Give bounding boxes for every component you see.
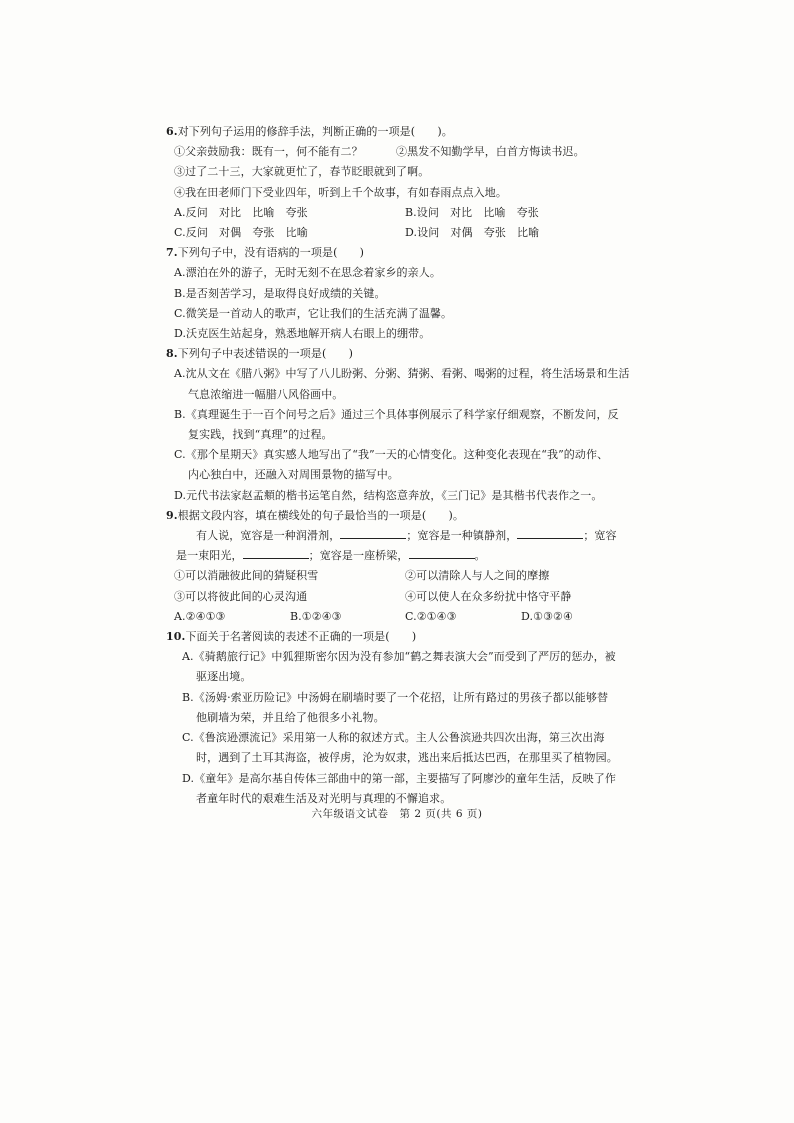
question-text: 根据文段内容，填在横线处的句子最恰当的一项是( )。 <box>177 508 464 522</box>
option-row <box>166 607 596 627</box>
question-text: 下面关于名著阅读的表述不正确的一项是( ) <box>185 630 417 644</box>
sentence-2: ②黑发不知勤学早，白首方悔读书迟。 <box>396 145 585 159</box>
option-c-line-1: C.《那个星期天》真实感人地写出了“我”一天的心情变化。这种变化表现在“我”的动作、 <box>174 448 609 462</box>
choice-2: ②可以清除人与人之间的摩擦 <box>405 569 550 583</box>
question-text: 下列句子中，没有语病的一项是( ) <box>177 246 365 260</box>
option-d-line-2: 者童年时代的艰难生活及对光明与真理的不懈追求。 <box>196 791 452 805</box>
question-number: 7. <box>166 246 178 260</box>
question-number: 9. <box>166 508 178 522</box>
choice-4: ④可以使人在众多纷扰中恪守平静 <box>405 589 572 603</box>
choice-1: ①可以消融彼此间的猜疑积雪 <box>174 569 319 583</box>
page-footer: 六年级语文试卷 第 2 页(共 6 页) <box>311 808 483 820</box>
option-a: A.②④①③ <box>174 609 226 623</box>
passage-text: ；宽容是一种镇静剂， <box>406 529 518 543</box>
question-9-title <box>166 506 596 526</box>
option-b: B.设问 对比 比喻 夸张 <box>405 205 539 219</box>
question-number: 10. <box>166 630 186 644</box>
option-a-line-2: 气息浓缩进一幅腊八风俗画中。 <box>188 387 344 401</box>
option-c-line-2: 内心独白中，还融入对周围景物的描写中。 <box>188 468 399 482</box>
option-c-line-1: C.《鲁滨逊漂流记》采用第一人称的叙述方式。主人公鲁滨逊共四次出海，第三次出海 <box>182 731 605 745</box>
passage-text: 。 <box>474 549 486 563</box>
option-b-line-2: 他刷墙为荣，并且给了他很多小礼物。 <box>196 710 385 724</box>
question-10-title <box>166 627 596 647</box>
question-number: 6. <box>166 125 178 138</box>
fill-blank-4 <box>409 546 475 559</box>
option-d: D.元代书法家赵孟頫的楷书运笔自然，结构恣意奔放，《三门记》是其楷书代表作之一。 <box>174 488 603 502</box>
passage-text: 有人说，宽容是一种润滑剂， <box>196 529 341 543</box>
option-row <box>166 203 596 223</box>
question-text: 对下列句子运用的修辞手法，判断正确的一项是( )。 <box>177 125 453 138</box>
choice-row <box>166 566 596 586</box>
sentence-3: ③过了二十三，大家就更忙了，春节眨眼就到了啊。 <box>174 165 430 179</box>
passage-line-1 <box>166 526 617 546</box>
fill-blank-1 <box>340 526 406 539</box>
option-a-line-1: A.《骑鹅旅行记》中狐狸斯密尔因为没有参加“鹤之舞表演大会”而受到了严厉的惩办，被 <box>182 650 616 664</box>
passage-text: 是一束阳光， <box>176 549 243 563</box>
option-d: D.沃克医生站起身，熟悉地解开病人右眼上的绷带。 <box>174 327 431 341</box>
option-c-line-2: 时，遇到了土耳其海盗，被俘虏，沦为奴隶，逃出来后抵达巴西，在那里买了植物园。 <box>196 751 618 765</box>
option-d: D.设问 对偶 夸张 比喻 <box>405 226 540 240</box>
question-7-title <box>166 243 596 263</box>
sentence-4: ④我在田老师门下受业四年，听到上千个故事，有如春雨点点入地。 <box>174 185 507 199</box>
option-b: B.①②④③ <box>290 609 342 623</box>
option-b-line-2: 复实践，找到“真理”的过程。 <box>188 428 333 442</box>
option-b: B.是否刻苦学习，是取得良好成绩的关键。 <box>174 286 386 300</box>
option-a-line-2: 驱逐出境。 <box>196 670 252 684</box>
question-6-title <box>166 122 596 142</box>
option-d-line-1: D.《童年》是高尔基自传体三部曲中的第一部，主要描写了阿廖沙的童年生活，反映了作 <box>182 771 616 785</box>
question-text: 下列句子中表述错误的一项是( ) <box>177 347 353 361</box>
passage-text: ；宽容是一座桥梁， <box>308 549 409 563</box>
option-b-line-1: B.《汤姆·索亚历险记》中汤姆在刷墙时要了一个花招，让所有路过的男孩子都以能够替 <box>182 690 609 704</box>
passage-text: ；宽容 <box>583 529 617 543</box>
option-row <box>166 223 596 243</box>
option-a-line-1: A.沈从文在《腊八粥》中写了八儿盼粥、分粥、猜粥、看粥、喝粥的过程，将生活场景和生活 <box>174 367 630 381</box>
sentence-1: ①父亲鼓励我：既有一，何不能有二？ <box>174 145 363 159</box>
sentence-row <box>166 142 596 162</box>
option-c: C.微笑是一首动人的歌声，它让我们的生活充满了温馨。 <box>174 306 453 320</box>
fill-blank-3 <box>243 546 309 559</box>
question-number: 8. <box>166 347 178 361</box>
option-a: A.漂泊在外的游子，无时无刻不在思念着家乡的亲人。 <box>174 266 441 280</box>
option-a: A.反问 对比 比喻 夸张 <box>174 205 308 219</box>
choice-3: ③可以将彼此间的心灵沟通 <box>174 589 308 603</box>
passage-line-2 <box>166 546 596 566</box>
choice-row <box>166 587 596 607</box>
option-b-line-1: B.《真理诞生于一百个问号之后》通过三个具体事例展示了科学家仔细观察，不断发问，反 <box>174 407 619 421</box>
option-d: D.①③②④ <box>521 609 573 623</box>
questions-area <box>166 122 630 809</box>
question-8-title <box>166 344 596 364</box>
option-c: C.②①④③ <box>405 609 457 623</box>
fill-blank-2 <box>517 526 583 539</box>
option-c: C.反问 对偶 夸张 比喻 <box>174 226 308 240</box>
